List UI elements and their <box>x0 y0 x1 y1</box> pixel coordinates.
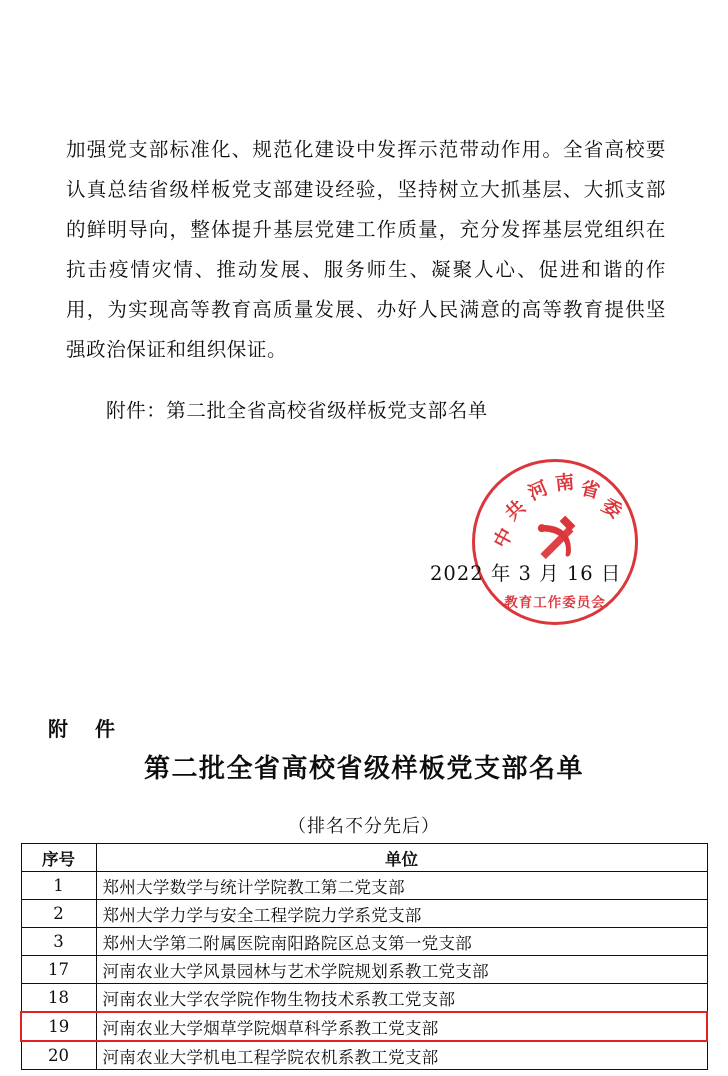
attachment-note: 附件：第二批全省高校省级样板党支部名单 <box>106 399 488 422</box>
row-no: 20 <box>21 1041 96 1070</box>
row-unit: 郑州大学力学与安全工程学院力学系党支部 <box>96 900 707 928</box>
table-row <box>21 900 707 928</box>
row-unit: 河南农业大学机电工程学院农机系教工党支部 <box>96 1041 707 1070</box>
attachment-label: 附 件 <box>48 717 125 741</box>
table-row <box>21 956 707 984</box>
official-seal <box>472 459 638 625</box>
row-no: 2 <box>21 900 96 928</box>
table-body <box>21 872 707 1070</box>
seal-ring <box>475 462 635 622</box>
table-header-no: 序号 <box>21 844 96 872</box>
seal-top-text: 中 共 河 南 省 委 <box>489 471 626 552</box>
table-row <box>21 928 707 956</box>
attachment-title: 第二批全省高校省级样板党支部名单 <box>143 754 584 784</box>
attachment-subtitle: （排名不分先后） <box>288 816 440 837</box>
table-header-unit: 单位 <box>96 844 707 872</box>
table-row <box>21 984 707 1013</box>
seal-and-date <box>400 455 680 630</box>
row-unit: 河南农业大学烟草学院烟草科学系教工党支部 <box>96 1012 707 1041</box>
table-row-highlighted <box>21 1012 707 1041</box>
row-no: 1 <box>21 872 96 900</box>
row-unit: 河南农业大学农学院作物生物技术系教工党支部 <box>96 984 707 1013</box>
row-unit: 郑州大学第二附属医院南阳路院区总支第一党支部 <box>96 928 707 956</box>
signature-date: 2022 年 3 月 16 日 <box>430 562 622 585</box>
row-unit: 河南农业大学风景园林与艺术学院规划系教工党支部 <box>96 956 707 984</box>
seal-bottom-text: 教育工作委员会 <box>504 595 606 611</box>
table-header-row <box>21 844 707 872</box>
table-row <box>21 1041 707 1070</box>
table-row <box>21 872 707 900</box>
row-no: 18 <box>21 984 96 1013</box>
body-text-block <box>66 110 666 389</box>
row-no: 3 <box>21 928 96 956</box>
listing-table <box>20 843 708 1070</box>
row-no: 19 <box>21 1012 96 1041</box>
row-no: 17 <box>21 956 96 984</box>
row-unit: 郑州大学数学与统计学院教工第二党支部 <box>96 872 707 900</box>
listing-table-wrapper <box>20 843 708 1070</box>
body-paragraph: 加强党支部标准化、规范化建设中发挥示范带动作用。全省高校要认真总结省级样板党支部建设经验，坚持树立大抓基层、大抓支部的鲜明导向，整体提升基层党建工作质量，充分发挥基层党组织在抗击疫情灾情、推动发展、服务师生、凝聚人心、促进和谐的作用，为实现高等教育高质量发展、办好人民满意的高等教育提供坚强政治保证和组织保证。 <box>66 137 666 361</box>
